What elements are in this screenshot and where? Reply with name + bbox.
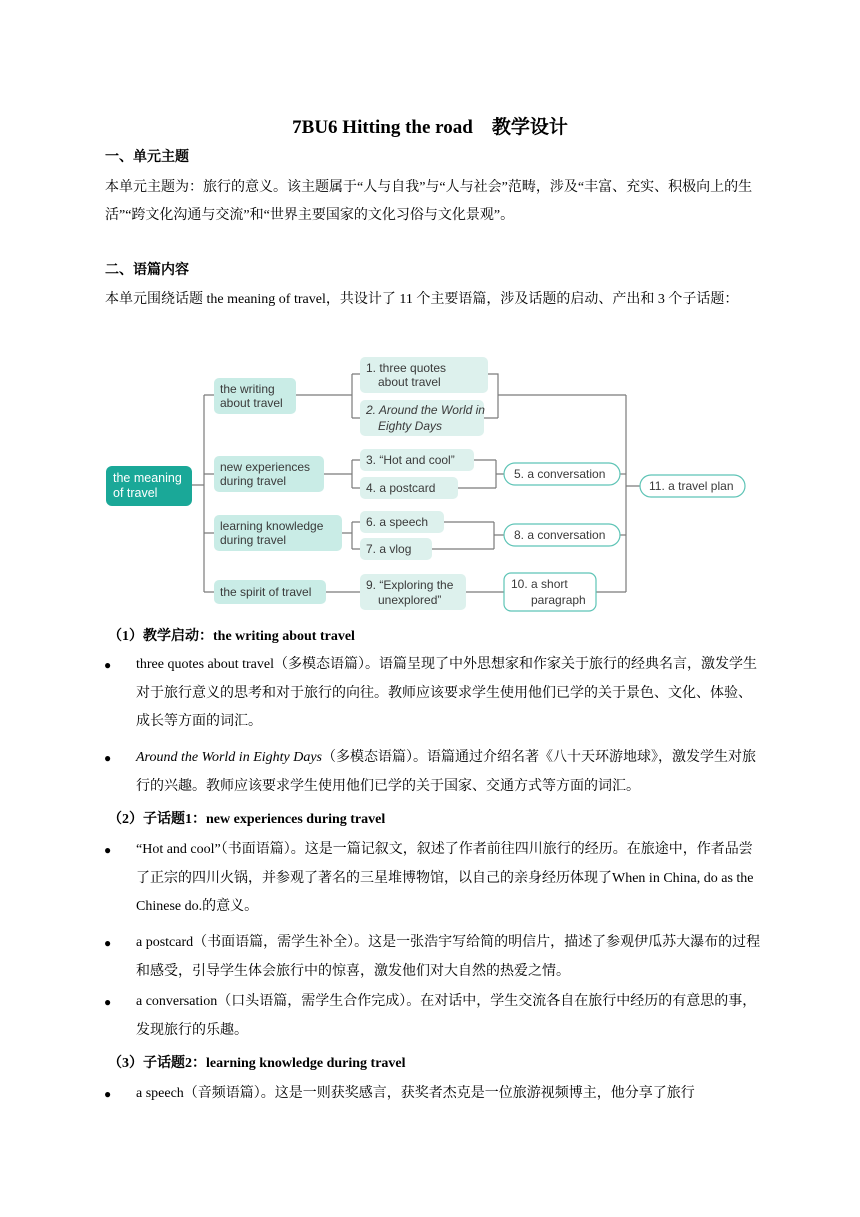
output-conversation-8-label: 8. a conversation (514, 528, 606, 542)
output-conversation-5-label: 5. a conversation (514, 467, 606, 481)
mindmap-diagram (104, 352, 764, 616)
leaf-exploring-line2: unexplored” (378, 593, 442, 607)
branch-experiences-line2: during travel (220, 474, 287, 488)
section-text-content: 本单元围绕话题 the meaning of travel，共设计了 11 个主要语篇，涉及话题的启动、产出和 3 个子话题： (105, 292, 739, 307)
part2-bullet-3: a conversation（口头语篇，需学生合作完成）。在对话中，学生交流各自在旅行中经历的有意思的事，发现旅行的乐趣。 (136, 994, 757, 1038)
part1-heading: （1）教学启动：the writing about travel (108, 629, 355, 644)
leaf-quotes-line2: about travel (378, 375, 441, 389)
page-title: 7BU6 Hitting the road 教学设计 (292, 117, 568, 138)
bullet-dot: ● (104, 1087, 112, 1101)
bullet-dot: ● (104, 843, 112, 857)
leaf-vlog-label: 7. a vlog (366, 542, 412, 556)
branch-writing-line2: about travel (220, 396, 283, 410)
leaf-speech-label: 6. a speech (366, 515, 429, 529)
part3-heading: （3）子话题2：learning knowledge during travel (108, 1056, 406, 1071)
root-label-line1: the meaning (113, 471, 182, 485)
part2-bullet-2: a postcard（书面语篇，需学生补全）。这是一张浩宇写给简的明信片，描述了参观伊瓜苏大瀑布的过程和感受，引导学生体会旅行中的惊喜，激发他们对大自然的热爱之情。 (136, 935, 761, 979)
branch-writing-line1: the writing (220, 382, 275, 396)
bullet-dot: ● (104, 751, 112, 765)
output-paragraph-line2: paragraph (531, 593, 586, 607)
leaf-postcard-label: 4. a postcard (366, 481, 436, 495)
output-paragraph-line1: 10. a short (511, 577, 568, 591)
section-text-theme: 本单元主题为：旅行的意义。该主题属于“人与自我”与“人与社会”范畴，涉及“丰富、充实、积极向上的生活”“跨文化沟通与交流”和“世界主要国家的文化习俗与文化景观”。 (105, 180, 753, 223)
part2-bullet-1: “Hot and cool”（书面语篇）。这是一篇记叙文，叙述了作者前往四川旅行的经历。在旅途中，作者品尝了正宗的四川火锅，并参观了著名的三星堆博物馆，以自己的亲身经历体现了When in China, do as the Chinese do.的意义。 (136, 842, 754, 914)
mindmap-svg (104, 352, 764, 616)
root-label-line2: of travel (113, 486, 158, 500)
leaf-exploring-line1: 9. “Exploring the (366, 578, 454, 592)
bullet-dot: ● (104, 995, 112, 1009)
section-heading-theme: 一、单元主题 (105, 150, 189, 165)
leaf-hot-cool-label: 3. “Hot and cool” (366, 453, 455, 467)
branch-knowledge-line1: learning knowledge (220, 519, 324, 533)
part1-bullet-1: three quotes about travel（多模态语篇）。语篇呈现了中外思想家和作家关于旅行的经典名言，激发学生对于旅行意义的思考和对于旅行的向往。教师应该要求学生使用他们已学的关于景色、文化、体验、成长等方面的词汇。 (136, 657, 758, 729)
section-heading-content: 二、语篇内容 (105, 263, 189, 278)
branch-experiences-line1: new experiences (220, 460, 311, 474)
bullet-dot: ● (104, 658, 112, 672)
branch-spirit-line1: the spirit of travel (220, 585, 312, 599)
part2-heading: （2）子话题1：new experiences during travel (108, 812, 386, 827)
leaf-quotes-line1: 1. three quotes (366, 361, 447, 375)
part3-bullet-1: a speech（音频语篇）。这是一则获奖感言，获奖者杰克是一位旅游视频博主，他分享了旅行 (136, 1086, 695, 1101)
part1-bullet-2 (136, 744, 764, 801)
branch-knowledge-line2: during travel (220, 533, 287, 547)
part1-bullet-2-title: Around the World in Eighty Days (136, 750, 323, 765)
leaf-around-world-line1: 2. Around the World in (366, 403, 485, 417)
part1-bullet-2-text: （多模态语篇）。语篇通过介绍名著《八十天环游地球》，激发学生对旅行的兴趣。教师应该要求学生使用他们已学的关于国家、交通方式等方面的词汇。 (136, 750, 757, 794)
bullet-dot: ● (104, 936, 112, 950)
leaf-around-world-line2: Eighty Days (378, 419, 443, 433)
final-travel-plan-label: 11. a travel plan (649, 479, 734, 493)
